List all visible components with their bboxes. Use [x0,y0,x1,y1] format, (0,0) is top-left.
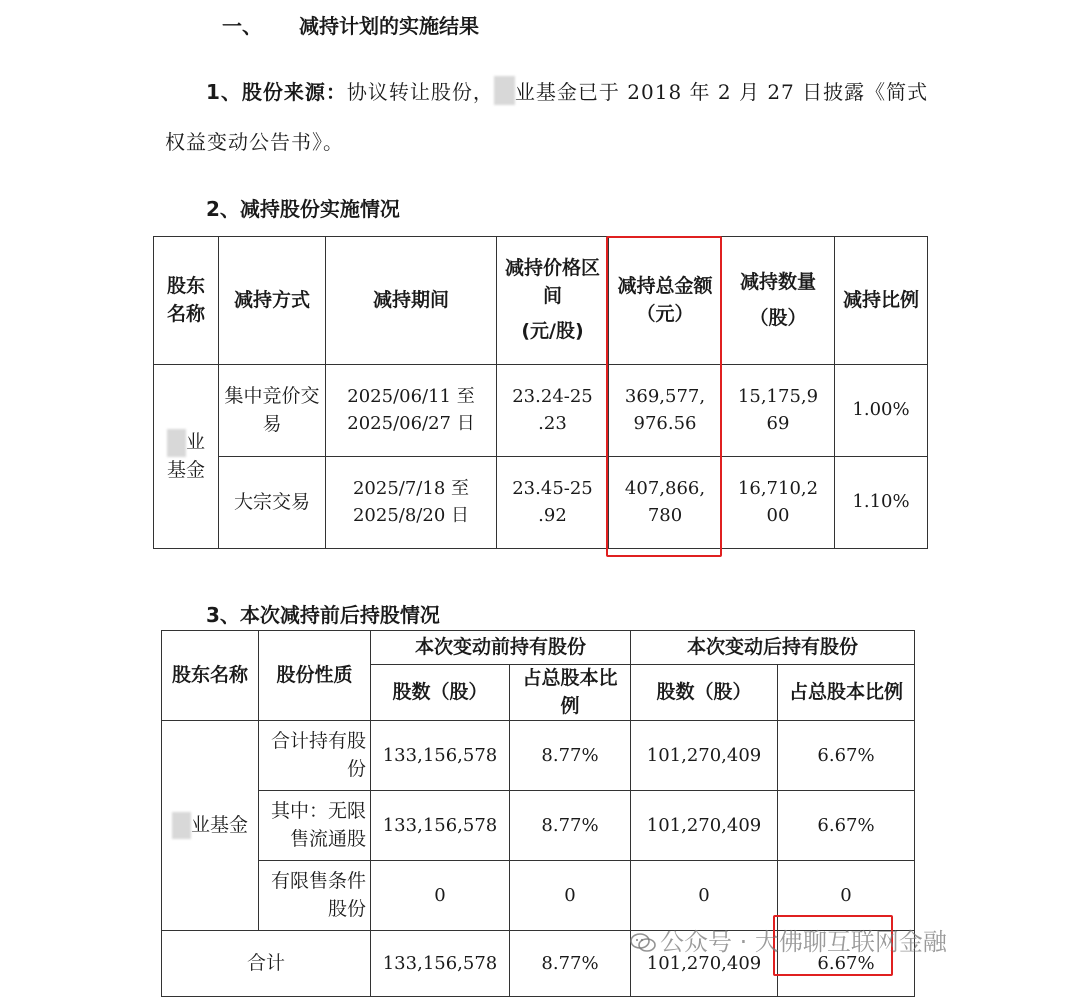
table-row [154,457,928,549]
after-shares-cell: 101,270,409 [631,721,778,791]
header-method: 减持方式 [219,237,326,365]
reduction-implementation-title: 2、减持股份实施情况 [206,197,400,221]
quantity-cell [722,365,835,457]
header-price [497,237,609,365]
holding-change-title: 3、本次减持前后持股情况 [206,603,440,627]
before-shares-cell: 133,156,578 [371,791,510,861]
after-ratio-cell: 0 [778,861,915,931]
holding-table-header [162,631,915,665]
nature-cell: 其中：无限售流通股 [259,791,371,861]
total-before-shares: 133,156,578 [371,931,510,997]
ratio-cell: 1.00% [835,365,928,457]
section-heading [222,10,479,39]
share-source-text-b: 业基金已于 2018 年 2 月 27 日披露《简式 [514,80,929,104]
quantity-line-1: 15,175,9 [737,386,819,408]
header-shareholder: 股东名称 [154,237,219,365]
header-nature: 股份性质 [259,631,371,721]
period-end: 2025/8/20 日 [352,504,469,526]
quantity-line-2: 00 [766,504,790,526]
quantity-line-1: 16,710,2 [737,478,819,500]
redacted-text [167,429,186,457]
share-source-paragraph [206,76,928,105]
reduction-table [153,236,928,549]
price-line-1: 23.45-25 [512,478,593,500]
nature-cell: 合计持有股份 [259,721,371,791]
period-cell [326,365,497,457]
reduction-table-header [154,237,928,365]
after-shares-cell: 101,270,409 [631,791,778,861]
header-period: 减持期间 [326,237,497,365]
redacted-text [172,812,191,840]
before-ratio-cell: 0 [510,861,631,931]
amount-highlight-box [606,236,722,557]
table-row [162,791,915,861]
quantity-line-2: 69 [766,412,790,434]
amount-line-1: 369,577, [624,386,706,408]
shareholder-cell [162,721,259,931]
header-after: 本次变动后持有股份 [631,631,915,665]
total-after-ratio: 6.67% [778,931,915,997]
section-number: 一、 [222,14,262,38]
amount-line-2: 780 [647,504,683,526]
shareholder-cell [154,365,219,549]
header-amount: 减持总金额（元） [609,237,722,365]
after-ratio-cell: 6.67% [778,791,915,861]
price-line-1: 23.24-25 [512,386,593,408]
header-ratio: 减持比例 [835,237,928,365]
quantity-cell [722,457,835,549]
watermark-text: 公众号 · 大佛聊互联网金融 [660,928,947,956]
ratio-cell: 1.10% [835,457,928,549]
total-after-shares: 101,270,409 [631,931,778,997]
header-quantity [722,237,835,365]
period-cell [326,457,497,549]
header-shareholder: 股东名称 [162,631,259,721]
share-source-label: 1、股份来源： [206,80,347,104]
price-cell [497,457,609,549]
total-before-ratio: 8.77% [510,931,631,997]
period-end: 2025/06/27 日 [347,412,475,434]
before-ratio-cell: 8.77% [510,721,631,791]
shareholder-name: 业基金 [166,430,206,481]
total-label: 合计 [162,931,371,997]
after-ratio-cell: 6.67% [778,721,915,791]
price-line-2: .23 [538,412,567,434]
nature-cell: 有限售条件股份 [259,861,371,931]
header-before-ratio: 占总股本比例 [510,665,631,721]
share-source-paragraph-cont: 权益变动公告书》。 [165,130,344,154]
header-price-label: 减持价格区间 [504,257,600,307]
header-before-shares: 股数（股） [371,665,510,721]
period-start: 2025/7/18 至 [352,478,469,500]
table-row [162,721,915,791]
amount-line-1: 407,866, [624,478,706,500]
shareholder-name: 业基金 [191,813,249,836]
header-before: 本次变动前持有股份 [371,631,631,665]
method-cell: 大宗交易 [219,457,326,549]
header-quantity-label: 减持数量 [739,270,816,293]
watermark [630,922,947,957]
wechat-icon [630,933,656,953]
method-cell: 集中竞价交易 [219,365,326,457]
before-ratio-cell: 8.77% [510,791,631,861]
header-after-shares: 股数（股） [631,665,778,721]
header-after-ratio: 占总股本比例 [778,665,915,721]
section-title: 减持计划的实施结果 [298,14,479,38]
header-quantity-unit: （股） [749,306,807,329]
price-line-2: .92 [538,504,567,526]
price-cell [497,365,609,457]
table-row [154,365,928,457]
before-shares-cell: 133,156,578 [371,721,510,791]
redacted-text [494,76,515,105]
period-start: 2025/06/11 至 [347,386,475,408]
before-shares-cell: 0 [371,861,510,931]
header-price-unit: (元/股) [521,320,584,343]
after-shares-cell: 0 [631,861,778,931]
share-source-text-a: 协议转让股份， [346,80,494,104]
amount-line-2: 976.56 [633,412,697,434]
